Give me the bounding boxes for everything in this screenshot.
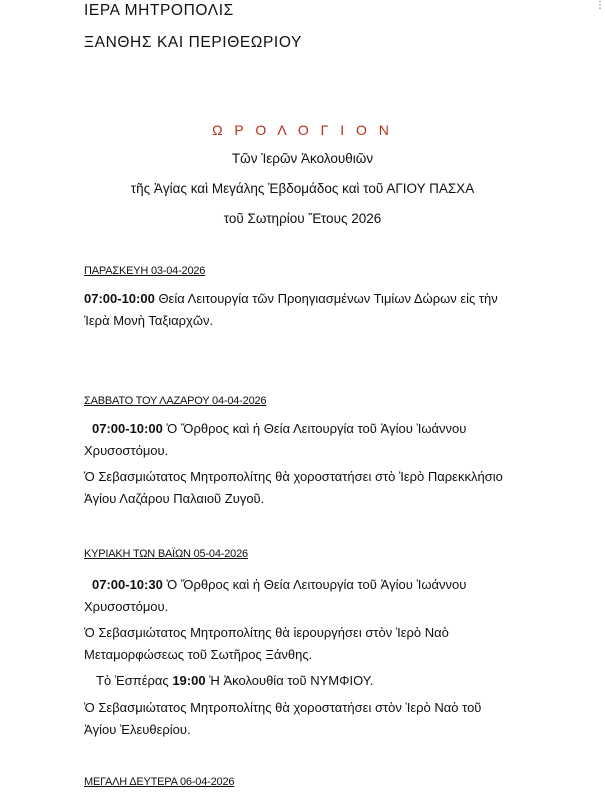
day-heading-holy-monday: ΜΕΓΑΛΗ ΔΕΥΤΕΡΑ 06-04-2026	[84, 776, 235, 788]
metropolis-name-line2: ΞΑΝΘΗΣ ΚΑΙ ΠΕΡΙΘΕΩΡΙΟΥ	[84, 34, 302, 51]
subtitle-line3: τοῦ Σωτηρίου Ἔτους 2026	[223, 211, 382, 226]
sunday-evening-time: 19:00	[172, 673, 206, 688]
more-icon[interactable]: ⋮	[595, 0, 605, 11]
sunday-paragraph-4: Ὁ Σεβασμιώτατος Μητροπολίτης θὰ χοροστατήσει στὸν Ἱερὸ Ναὸ τοῦ Ἁγίου Ἐλευθερίου.	[84, 700, 482, 737]
sunday-evening-text: Ἡ Ἀκολουθία τοῦ ΝΥΜΦΙΟΥ.	[205, 673, 374, 688]
saturday-text: Ὁ Ὄρθρος καὶ ἡ Θεία Λειτουργία τοῦ Ἁγίου Ἰωάννου Χρυσοστόμου.	[84, 421, 467, 458]
subtitle-line2: τῆς Ἁγίας καὶ Μεγάλης Ἑβδομάδος καὶ τοῦ ΑΓΙΟΥ ΠΑΣΧΑ	[130, 181, 475, 196]
sunday-paragraph-2: Ὁ Σεβασμιώτατος Μητροπολίτης θὰ ἱερουργήσει στὸν Ἱερὸ Ναὸ Μεταμορφώσεως τοῦ Σωτῆρος Ξάνθης.	[84, 625, 449, 662]
friday-text: Θεία Λειτουργία τῶν Προηγιασμένων Τιμίων Δώρων εἰς τὴν Ἱερὰ Μονὴ Ταξιαρχῶν.	[84, 291, 498, 328]
saturday-paragraph-2: Ὁ Σεβασμιώτατος Μητροπολίτης θὰ χοροστατήσει στὸ Ἱερὸ Παρεκκλήσιο Ἁγίου Λαζάρου Παλαιοῦ Ζυγοῦ.	[84, 469, 503, 506]
document-title: Ω Ρ Ο Λ Ο Γ Ι Ο Ν	[212, 122, 393, 138]
saturday-time: 07:00-10:00	[92, 421, 163, 436]
sunday-paragraph-1	[84, 574, 514, 618]
day-heading-friday: ΠΑΡΑΣΚΕΥΗ 03-04-2026	[84, 265, 206, 277]
sunday-time: 07:00-10:30	[92, 577, 163, 592]
day-heading-saturday-lazarus: ΣΑΒΒΑΤΟ ΤΟΥ ΛΑΖΑΡΟΥ 04-04-2026	[84, 395, 267, 407]
friday-paragraph	[84, 288, 514, 332]
metropolis-name-line1: ΙΕΡΑ ΜΗΤΡΟΠΟΛΙΣ	[84, 2, 234, 19]
day-heading-palm-sunday: ΚΥΡΙΑΚΗ ΤΩΝ ΒΑΪΩΝ 05-04-2026	[84, 548, 248, 560]
friday-time: 07:00-10:00	[84, 291, 155, 306]
sunday-evening-prefix: Τὸ Ἑσπέρας	[96, 673, 173, 688]
sunday-paragraph-3	[84, 670, 514, 692]
sunday-text: Ὁ Ὄρθρος καὶ ἡ Θεία Λειτουργία τοῦ Ἁγίου Ἰωάννου Χρυσοστόμου.	[84, 577, 467, 614]
subtitle-line1: Τῶν Ἱερῶν Ἀκολουθιῶν	[231, 151, 374, 166]
saturday-paragraph-1	[84, 418, 514, 462]
